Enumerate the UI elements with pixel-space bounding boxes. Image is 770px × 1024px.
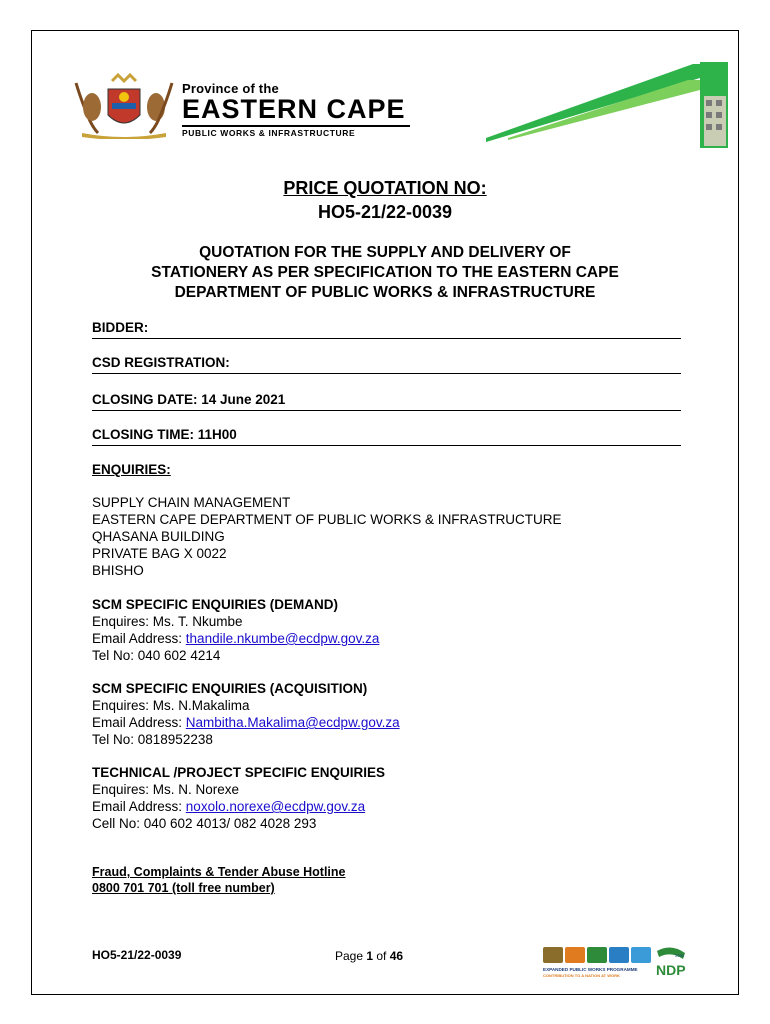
acquisition-email-row	[92, 714, 400, 731]
technical-contact: Enquires: Ms. N. Norexe	[92, 782, 240, 797]
enquiries-heading: ENQUIRIES:	[92, 462, 171, 477]
email-label: Email Address:	[92, 799, 186, 814]
logo-province-name: EASTERN CAPE	[182, 94, 406, 124]
bidder-field: BIDDER:	[92, 320, 681, 339]
technical-email-link[interactable]: noxolo.norexe@ecdpw.gov.za	[185, 799, 366, 814]
closing-date-field: CLOSING DATE: 14 June 2021	[92, 392, 681, 411]
logo-province-line: Province of the	[182, 81, 279, 96]
hotline-title: Fraud, Complaints & Tender Abuse Hotline	[92, 865, 346, 879]
address-line: BHISHO	[92, 563, 144, 578]
demand-email-link[interactable]: thandile.nkumbe@ecdpw.gov.za	[185, 631, 380, 646]
address-line: PRIVATE BAG X 0022	[92, 546, 227, 561]
logo-department-line: PUBLIC WORKS & INFRASTRUCTURE	[182, 128, 356, 138]
department-logo	[182, 82, 410, 139]
technical-cell: Cell No: 040 602 4013/ 082 4028 293	[92, 816, 317, 831]
building-banner-graphic	[478, 60, 728, 150]
page-indicator	[335, 949, 403, 963]
hotline-number: 0800 701 701 (toll free number)	[92, 881, 275, 895]
demand-tel: Tel No: 040 602 4214	[92, 648, 221, 663]
page-current: 1	[366, 949, 374, 963]
demand-contact: Enquires: Ms. T. Nkumbe	[92, 614, 243, 629]
page-of: of	[373, 949, 390, 963]
ndp-year: 2030	[675, 953, 684, 958]
closing-time-field: CLOSING TIME: 11H00	[92, 427, 681, 446]
technical-email-row	[92, 798, 385, 815]
enquiries-address	[92, 494, 562, 579]
page-total: 46	[389, 949, 404, 963]
quotation-title: PRICE QUOTATION NO:	[283, 178, 487, 198]
footer-doc-number: HO5-21/22-0039	[92, 948, 182, 962]
logo-divider	[182, 125, 410, 127]
demand-heading: SCM SPECIFIC ENQUIRIES (DEMAND)	[92, 597, 339, 612]
technical-heading: TECHNICAL /PROJECT SPECIFIC ENQUIRIES	[92, 765, 386, 780]
address-line: QHASANA BUILDING	[92, 529, 225, 544]
quotation-number: HO5-21/22-0039	[317, 202, 453, 222]
acquisition-heading: SCM SPECIFIC ENQUIRIES (ACQUISITION)	[92, 681, 368, 696]
quotation-subtitle: QUOTATION FOR THE SUPPLY AND DELIVERY OF STATIONERY AS PER SPECIFICATION TO THE EASTERN CAPE DEPARTMENT OF PUBLIC WORKS & INFRASTRUCTURE	[151, 244, 619, 301]
acquisition-tel: Tel No: 0818952238	[92, 732, 213, 747]
epwp-ndp-logo	[543, 945, 693, 981]
email-label: Email Address:	[92, 631, 186, 646]
email-label: Email Address:	[92, 715, 186, 730]
acquisition-email-link[interactable]: Nambitha.Makalima@ecdpw.gov.za	[185, 715, 400, 730]
page-prefix: Page	[335, 949, 367, 963]
address-line: SUPPLY CHAIN MANAGEMENT	[92, 495, 291, 510]
demand-email-row	[92, 630, 379, 647]
acquisition-section	[92, 680, 400, 748]
acquisition-contact: Enquires: Ms. N.Makalima	[92, 698, 250, 713]
technical-section	[92, 764, 385, 832]
demand-section	[92, 596, 379, 664]
epwp-line2: CONTRIBUTION TO A NATION AT WORK	[543, 973, 620, 978]
address-line: EASTERN CAPE DEPARTMENT OF PUBLIC WORKS & INFRASTRUCTURE	[92, 512, 562, 527]
hotline-section	[92, 864, 346, 896]
csd-registration-field: CSD REGISTRATION:	[92, 355, 681, 374]
ndp-text: NDP	[656, 962, 686, 978]
epwp-line1: EXPANDED PUBLIC WORKS PROGRAMME	[543, 967, 638, 972]
coat-of-arms-logo	[68, 73, 180, 139]
